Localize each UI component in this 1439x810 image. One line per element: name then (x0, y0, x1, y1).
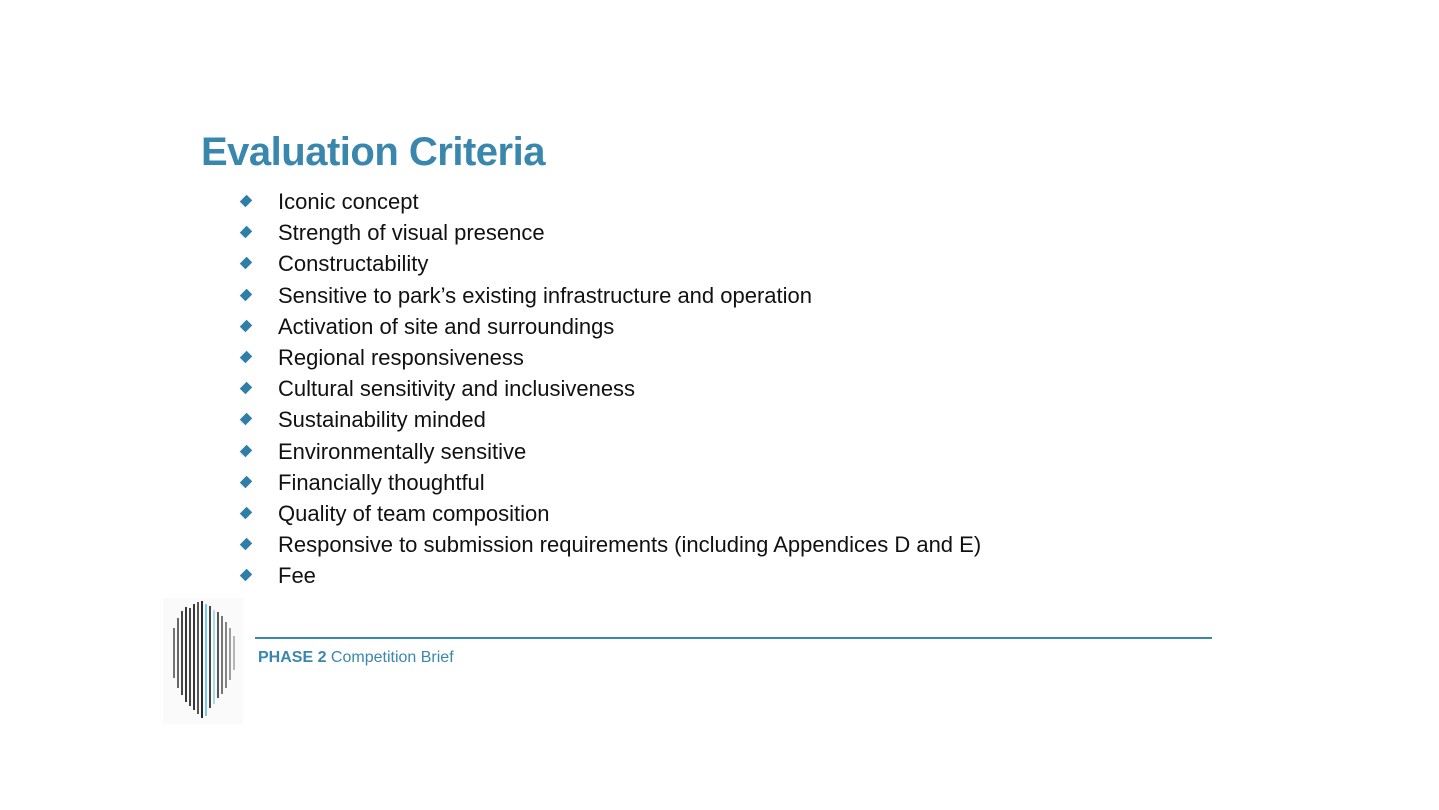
criteria-item-label: Environmentally sensitive (278, 438, 527, 464)
criteria-item-label: Quality of team composition (278, 500, 550, 526)
criteria-item-label: Sensitive to park’s existing infrastructure and operation (278, 282, 812, 308)
diamond-bullet-icon (240, 195, 252, 207)
criteria-item-label: Strength of visual presence (278, 220, 545, 246)
criteria-list (240, 186, 981, 591)
diamond-bullet-icon (240, 413, 252, 425)
footer-caption (258, 648, 454, 668)
criteria-item-label: Regional responsiveness (278, 344, 524, 370)
criteria-item (240, 404, 981, 435)
logo-graphic (163, 598, 243, 724)
criteria-item (240, 217, 981, 248)
footer-doc-label: Competition Brief (326, 649, 454, 666)
criteria-item (240, 280, 981, 311)
diamond-bullet-icon (240, 257, 252, 269)
criteria-item-label: Responsive to submission requirements (including Appendices D and E) (278, 532, 982, 558)
criteria-item (240, 436, 981, 467)
criteria-item-label: Sustainability minded (278, 407, 486, 433)
criteria-item-label: Activation of site and surroundings (278, 313, 615, 339)
diamond-bullet-icon (240, 226, 252, 238)
criteria-item (240, 186, 981, 217)
criteria-item (240, 248, 981, 279)
footer-phase-label: PHASE 2 (258, 649, 327, 666)
diamond-bullet-icon (240, 475, 252, 487)
criteria-item (240, 342, 981, 373)
diamond-bullet-icon (240, 569, 252, 581)
criteria-item-label: Iconic concept (278, 189, 419, 214)
criteria-item (240, 529, 981, 560)
diamond-bullet-icon (240, 507, 252, 519)
diamond-bullet-icon (240, 538, 252, 550)
diamond-bullet-icon (240, 444, 252, 456)
criteria-item-label: Constructability (278, 251, 429, 277)
criteria-item (240, 498, 981, 529)
criteria-item-label: Fee (278, 563, 316, 589)
criteria-item (240, 560, 981, 591)
criteria-item-label: Cultural sensitivity and inclusiveness (278, 376, 636, 402)
criteria-item (240, 373, 981, 404)
diamond-bullet-icon (240, 351, 252, 363)
vertical-lines-logo-icon (163, 598, 243, 724)
criteria-item (240, 311, 981, 342)
criteria-item (240, 467, 981, 498)
slide-title: Evaluation Criteria (201, 130, 545, 174)
diamond-bullet-icon (240, 288, 252, 300)
diamond-bullet-icon (240, 382, 252, 394)
footer-divider (255, 637, 1212, 639)
diamond-bullet-icon (240, 320, 252, 332)
criteria-item-label: Financially thoughtful (278, 469, 485, 495)
